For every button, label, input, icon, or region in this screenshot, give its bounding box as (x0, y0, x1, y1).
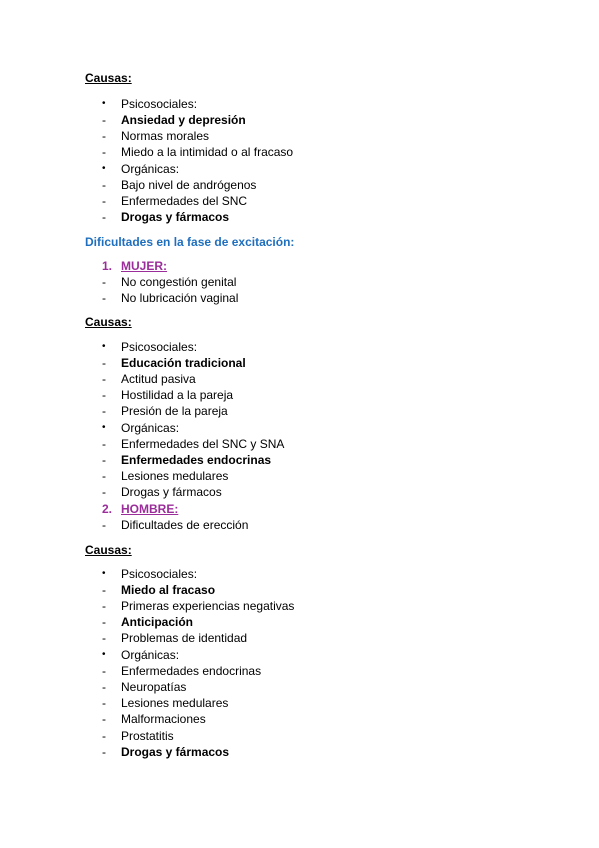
bullet-marker: • (102, 422, 106, 433)
numbered-item-label: MUJER: (121, 259, 168, 273)
list-item-text: Neuropatías (121, 680, 187, 694)
list-item-text: Primeras experiencias negativas (121, 599, 295, 613)
dash-marker: - (102, 615, 106, 629)
dash-marker: - (102, 372, 106, 386)
section-heading-causas: Causas: (85, 543, 132, 557)
list-item-text: Dificultades de erección (121, 518, 249, 532)
dash-marker: - (102, 404, 106, 418)
dash-marker: - (102, 631, 106, 645)
dash-marker: - (102, 210, 106, 224)
dash-marker: - (102, 275, 106, 289)
dash-marker: - (102, 437, 106, 451)
list-item-text: Miedo al fracaso (121, 583, 216, 597)
list-item-text: Prostatitis (121, 729, 174, 743)
dash-marker: - (102, 745, 106, 759)
section-heading-causas: Causas: (85, 71, 132, 85)
section-heading-excitacion: Dificultades en la fase de excitación: (85, 235, 295, 249)
list-item-text: Hostilidad a la pareja (121, 388, 234, 402)
list-item-text: Drogas y fármacos (121, 210, 230, 224)
dash-marker: - (102, 113, 106, 127)
list-item-text: Normas morales (121, 129, 210, 143)
list-item-text: Orgánicas: (121, 421, 180, 435)
bullet-marker: • (102, 568, 106, 579)
list-item-text: Bajo nivel de andrógenos (121, 178, 257, 192)
list-item-text: Enfermedades endocrinas (121, 664, 262, 678)
dash-marker: - (102, 712, 106, 726)
list-item-text: Orgánicas: (121, 162, 180, 176)
list-item-text: Psicosociales: (121, 97, 198, 111)
list-item-text: Drogas y fármacos (121, 485, 222, 499)
bullet-marker: • (102, 341, 106, 352)
dash-marker: - (102, 599, 106, 613)
list-item-text: Lesiones medulares (121, 469, 229, 483)
list-item-text: Ansiedad y depresión (121, 113, 246, 127)
bullet-marker: • (102, 649, 106, 660)
dash-marker: - (102, 388, 106, 402)
numbered-item-label: HOMBRE: (121, 502, 179, 516)
list-item-text: No lubricación vaginal (121, 291, 239, 305)
list-item-text: Enfermedades del SNC y SNA (121, 437, 285, 451)
dash-marker: - (102, 145, 106, 159)
number-marker: 1. (102, 259, 113, 273)
dash-marker: - (102, 518, 106, 532)
dash-marker: - (102, 178, 106, 192)
list-item-text: Anticipación (121, 615, 194, 629)
dash-marker: - (102, 129, 106, 143)
list-item-text: Lesiones medulares (121, 696, 229, 710)
dash-marker: - (102, 680, 106, 694)
dash-marker: - (102, 729, 106, 743)
list-item-text: Miedo a la intimidad o al fracaso (121, 145, 294, 159)
bullet-marker: • (102, 163, 106, 174)
bullet-marker: • (102, 98, 106, 109)
list-item-text: Drogas y fármacos (121, 745, 230, 759)
dash-marker: - (102, 485, 106, 499)
section-heading-causas: Causas: (85, 315, 132, 329)
dash-marker: - (102, 696, 106, 710)
dash-marker: - (102, 356, 106, 370)
list-item-text: Malformaciones (121, 712, 206, 726)
list-item-text: Enfermedades endocrinas (121, 453, 272, 467)
list-item-text: Presión de la pareja (121, 404, 228, 418)
dash-marker: - (102, 194, 106, 208)
list-item-text: Enfermedades del SNC (121, 194, 248, 208)
list-item-text: Actitud pasiva (121, 372, 196, 386)
list-item-text: Problemas de identidad (121, 631, 248, 645)
list-item-text: Educación tradicional (121, 356, 246, 370)
list-item-text: Orgánicas: (121, 648, 180, 662)
dash-marker: - (102, 469, 106, 483)
number-marker: 2. (102, 502, 113, 516)
dash-marker: - (102, 664, 106, 678)
dash-marker: - (102, 453, 106, 467)
list-item-text: No congestión genital (121, 275, 237, 289)
list-item-text: Psicosociales: (121, 567, 198, 581)
dash-marker: - (102, 291, 106, 305)
dash-marker: - (102, 583, 106, 597)
list-item-text: Psicosociales: (121, 340, 198, 354)
